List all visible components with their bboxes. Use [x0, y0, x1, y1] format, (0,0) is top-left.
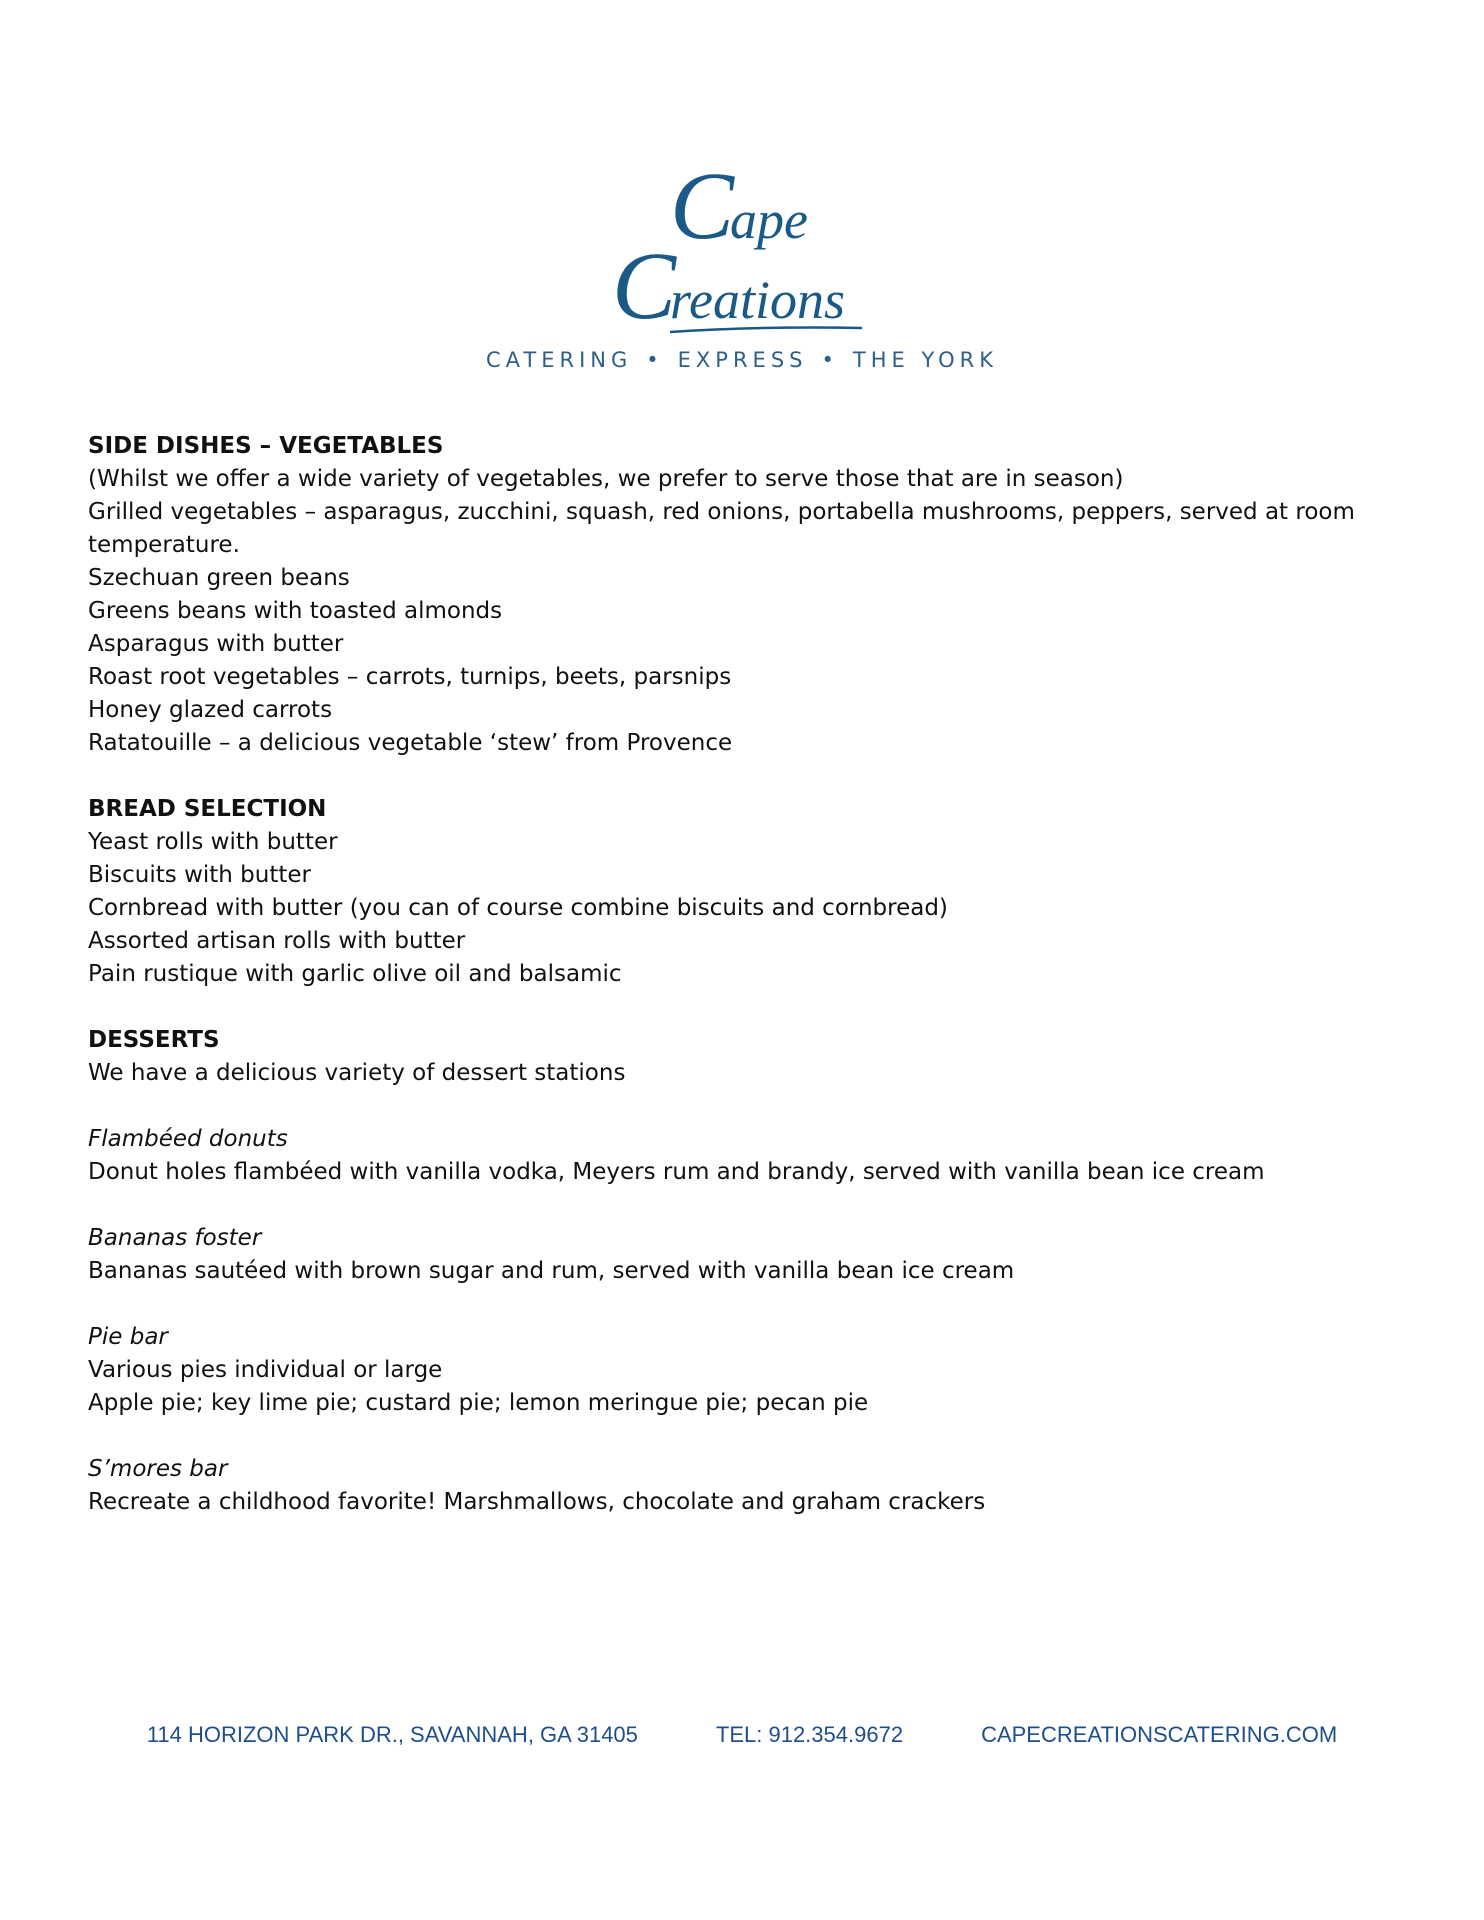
list-item: Roast root vegetables – carrots, turnips, beets, parsnips: [88, 664, 732, 690]
tagline-separator: •: [646, 348, 664, 372]
wordmark-line-1: ape: [730, 190, 808, 250]
section-bread: [88, 793, 1408, 991]
dessert-title: Bananas foster: [88, 1225, 262, 1251]
dessert-title: Pie bar: [88, 1324, 168, 1350]
dessert-description: Bananas sautéed with brown sugar and rum, served with vanilla bean ice cream: [88, 1258, 1015, 1284]
wordmark-cape-initial: C: [670, 160, 735, 259]
footer-address: 114 HORIZON PARK DR., SAVANNAH, GA 31405: [146, 1722, 638, 1747]
section-spacer: [88, 1090, 1408, 1123]
list-item: Asparagus with butter: [88, 631, 344, 657]
section-spacer: [88, 991, 1408, 1024]
dessert-description: Recreate a childhood favorite! Marshmallows, chocolate and graham crackers: [88, 1489, 986, 1515]
dessert-title: S’mores bar: [88, 1456, 228, 1482]
list-item: Cornbread with butter (you can of course combine biscuits and cornbread): [88, 895, 948, 921]
section-spacer: [88, 1288, 1408, 1321]
tagline-separator: •: [821, 348, 839, 372]
list-item: temperature.: [88, 532, 240, 558]
wordmark-creations-initial: C: [612, 232, 677, 339]
desserts-intro: We have a delicious variety of dessert stations: [88, 1060, 626, 1086]
list-item: Biscuits with butter: [88, 862, 312, 888]
menu-content: [88, 430, 1408, 1519]
list-item: Szechuan green beans: [88, 565, 350, 591]
section-desserts: [88, 1024, 1408, 1519]
section-vegetables: [88, 430, 1408, 760]
footer-website[interactable]: CAPECREATIONSCATERING.COM: [981, 1722, 1338, 1747]
dessert-description: Apple pie; key lime pie; custard pie; lemon meringue pie; pecan pie: [88, 1390, 869, 1416]
section-spacer: [88, 760, 1408, 793]
vegetables-note: (Whilst we offer a wide variety of vegetables, we prefer to serve those that are in season): [88, 466, 1124, 492]
list-item: Ratatouille – a delicious vegetable ‘stew’ from Provence: [88, 730, 733, 756]
tagline-express: EXPRESS: [677, 348, 808, 372]
dessert-description: Various pies individual or large: [88, 1357, 443, 1383]
list-item: Yeast rolls with butter: [88, 829, 338, 855]
cape-creations-wordmark: [612, 160, 872, 340]
company-logo: [0, 160, 1484, 372]
section-heading: BREAD SELECTION: [88, 796, 327, 822]
section-spacer: [88, 1189, 1408, 1222]
list-item: Assorted artisan rolls with butter: [88, 928, 466, 954]
tagline-catering: CATERING: [485, 348, 633, 372]
list-item: Grilled vegetables – asparagus, zucchini, squash, red onions, portabella mushrooms, peppers, served at room: [88, 499, 1355, 525]
section-heading: SIDE DISHES – VEGETABLES: [88, 433, 444, 459]
page-footer: [0, 1722, 1484, 1748]
section-heading: DESSERTS: [88, 1027, 220, 1053]
list-item: Pain rustique with garlic olive oil and balsamic: [88, 961, 622, 987]
section-spacer: [88, 1420, 1408, 1453]
tagline-the-york: THE YORK: [852, 348, 999, 372]
wordmark-line-2: reations: [670, 270, 845, 330]
footer-phone: TEL: 912.354.9672: [715, 1722, 904, 1747]
dessert-title: Flambéed donuts: [88, 1126, 288, 1152]
list-item: Honey glazed carrots: [88, 697, 333, 723]
logo-tagline: [0, 348, 1484, 372]
list-item: Greens beans with toasted almonds: [88, 598, 503, 624]
dessert-description: Donut holes flambéed with vanilla vodka, Meyers rum and brandy, served with vanilla bean ice cream: [88, 1159, 1265, 1185]
